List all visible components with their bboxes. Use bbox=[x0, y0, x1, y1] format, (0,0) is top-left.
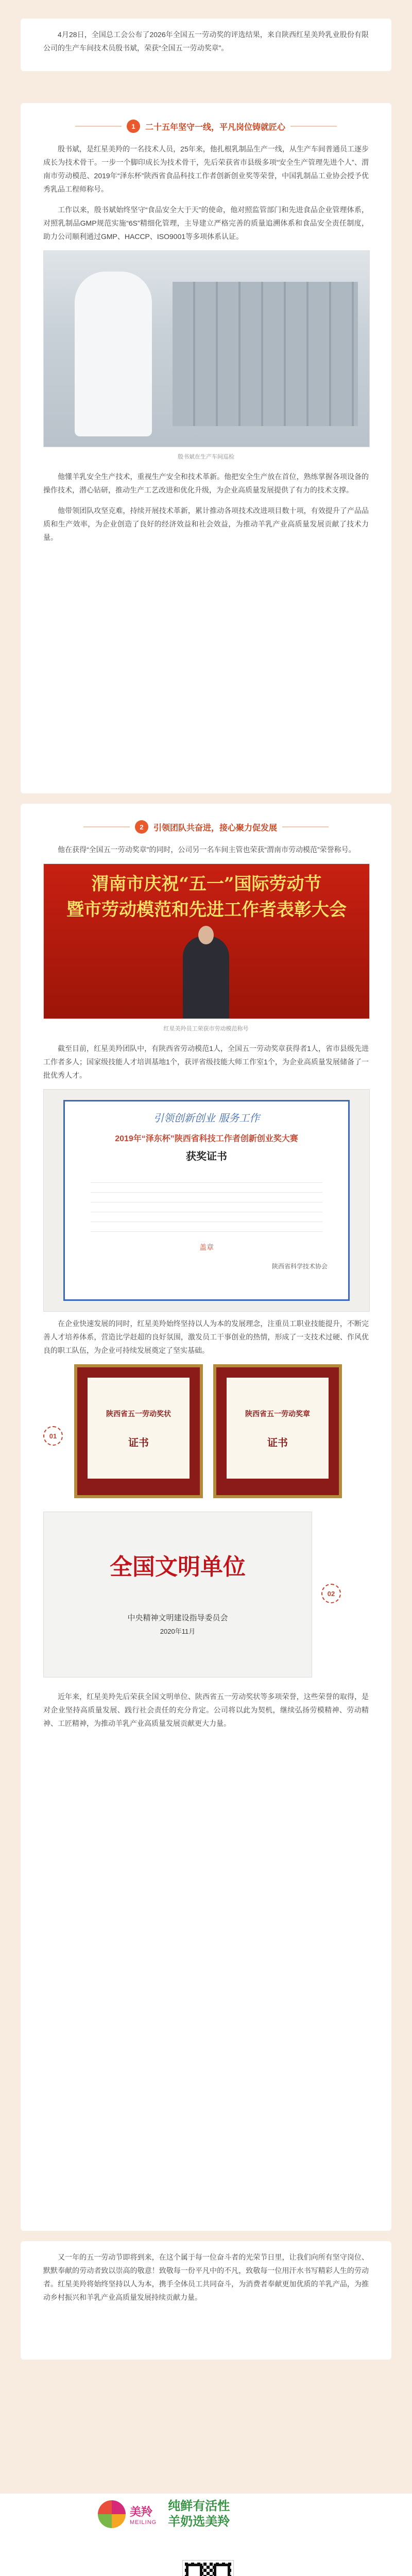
civility-plaque-photo bbox=[43, 1512, 369, 1682]
section1-paragraph: 他带领团队攻坚克难，持续开展技术革新，累计推动各项技术改进项目数十项，有效提升了产品品质和生产效率，为企业创造了良好的经济效益和社会效益，为推动羊乳产业高质量发展贡献了技术力量。 bbox=[43, 506, 369, 541]
intro-card bbox=[21, 19, 391, 71]
civility-plaque bbox=[43, 1512, 312, 1677]
cert-right-title: 陕西省五一劳动奖章 bbox=[245, 1410, 310, 1418]
cert-right-sub: 证书 bbox=[267, 1437, 288, 1449]
cert-left bbox=[74, 1364, 203, 1498]
cert-stamp: 盖章 bbox=[199, 1243, 214, 1251]
brand-block bbox=[98, 2499, 230, 2530]
section2-paragraph: 近年来，红星美羚先后荣获全国文明单位、陕西省五一劳动奖状等多项荣誉，这些荣誉的取得，是对企业坚持高质量发展、践行社会责任的充分肯定。公司将以此为契机，继续弘扬劳模精神、劳动精神、工匠精神，为推动羊乳产业高质量发展贡献更大力量。 bbox=[43, 1692, 369, 1727]
machinery bbox=[173, 282, 358, 426]
workshop-photo bbox=[43, 250, 370, 447]
section1-paragraph: 工作以来，殷书斌始终坚守“食品安全大于天”的使命，他对照监管部门和先进食品企业管理体系，对照乳制品GMP规范实施“6S”精细化管理，主导建立严格完善的质量追溯体系和食品安全责任制度，助力公司顺利通过GMP、HACCP、ISO9001等多项体系认证。 bbox=[43, 206, 369, 241]
cert-right bbox=[213, 1364, 342, 1498]
divider bbox=[75, 126, 122, 127]
divider bbox=[282, 826, 329, 827]
section1-number: 1 bbox=[127, 120, 140, 133]
slogan bbox=[168, 2499, 230, 2530]
section1-title: 二十五年坚守一线，平凡岗位铸就匠心 bbox=[145, 123, 285, 132]
cert-title-line: 2019年“泽东杯”陕西省科技工作者创新创业奖大赛 bbox=[115, 1134, 298, 1143]
cert-award: 获奖证书 bbox=[186, 1151, 227, 1162]
brand-en: MEILING bbox=[130, 2519, 157, 2526]
section1-header bbox=[43, 120, 369, 133]
badge-01: 01 bbox=[43, 1426, 63, 1446]
intro-text: 4月28日，全国总工会公布了2026年全国五一劳动奖的评选结果，来自陕西红星美羚乳业股份有限公司的生产车间技术员殷书斌，荣获“全国五一劳动奖章”。 bbox=[43, 30, 369, 52]
awardee-head bbox=[198, 926, 214, 944]
badge-02: 02 bbox=[321, 1584, 341, 1603]
brand-text bbox=[130, 2503, 157, 2526]
cert-right-inner bbox=[227, 1378, 329, 1479]
qr-official-account[interactable] bbox=[183, 2561, 233, 2576]
brand-logo-icon bbox=[98, 2500, 126, 2528]
award-banner-photo bbox=[43, 863, 370, 1019]
certificate-photo bbox=[43, 1089, 370, 1312]
civility-sub: 中央精神文明建设指导委员会 bbox=[127, 1614, 228, 1622]
banner-line1: 渭南市庆祝“五一”国际劳动节 bbox=[91, 874, 322, 894]
section2-card bbox=[21, 804, 391, 2231]
section2-number: 2 bbox=[135, 820, 148, 834]
divider bbox=[83, 826, 130, 827]
section2-title: 引领团队共奋进，接心聚力促发展 bbox=[153, 823, 277, 833]
worker-figure bbox=[75, 272, 152, 436]
cert-left-sub: 证书 bbox=[128, 1437, 149, 1449]
section2-paragraph: 他在获得“全国五一劳动奖章”的同时，公司另一名车间主管也荣获“渭南市劳动模范”荣誉称号。 bbox=[58, 845, 356, 854]
section1-paragraph: 殷书斌，是红星美羚的一名技术人员，25年来，他扎根乳制品生产一线，从生产车间普通员工逐步成长为技术骨干。一步一个脚印成长为技术骨干，先后荣获省市县级多项“安全生产管理先进个人”、渭南市劳动模范、2019年“泽东杯”陕西省食品科技工作者创新创业奖等荣誉，中国乳制品工业协会授予优秀乳品工程师称号。 bbox=[43, 145, 369, 193]
cert-body-lines bbox=[91, 1173, 322, 1235]
slogan-line2: 羊奶选美羚 bbox=[168, 2515, 230, 2529]
cert-left-title: 陕西省五一劳动奖状 bbox=[106, 1410, 171, 1418]
closing-text: 又一年的五一劳动节即将到来，在这个属于每一位奋斗者的光荣节日里，让我们向所有坚守岗位、默默奉献的劳动者致以崇高的敬意！致敬每一份平凡中的不凡，致敬每一位用汗水书写精彩人生的劳动者。红星美羚将始终坚持以人为本，携手全体员工共同奋斗，为消费者奉献更加优质的羊乳产品，为推动乡村振兴和羊乳产业高质量发展持续贡献力量。 bbox=[43, 2253, 369, 2301]
civility-title: 全国文明单位 bbox=[110, 1554, 246, 1580]
section2-paragraph: 在企业快速发展的同时，红星美羚始终坚持以人为本的发展理念，注重员工职业技能提升，不断完善人才培养体系，营造比学赶超的良好氛围，激发员工干事创业的热情，形成了一支技术过硬、作风优良的职工队伍，为企业可持续发展奠定了坚实基础。 bbox=[43, 1319, 369, 1354]
cert-left-inner bbox=[88, 1378, 190, 1479]
slogan-line1: 纯鲜有活性 bbox=[168, 2499, 230, 2513]
certificate-frame bbox=[63, 1100, 350, 1301]
certificate-pair bbox=[43, 1364, 369, 1503]
divider bbox=[290, 126, 337, 127]
banner-title bbox=[54, 871, 359, 923]
cert-seal: 陕西省科学技术协会 bbox=[271, 1263, 328, 1270]
section1-card bbox=[21, 103, 391, 793]
banner-caption: 红星美羚员工荣获市劳动模范称号 bbox=[163, 1026, 249, 1032]
qr-code-icon bbox=[183, 2561, 233, 2576]
cert-header-script: 引领创新创业 服务工作 bbox=[153, 1112, 260, 1124]
awardee-figure bbox=[183, 936, 229, 1019]
section1-paragraph: 他懂羊乳安全生产技术，重视生产安全和技术革新。他把安全生产放在首位，熟练掌握各项设备的操作技术，潜心钻研，推动生产工艺改进和优化升级，为企业高质量发展提供了有力的技术支撑。 bbox=[43, 472, 369, 494]
section2-paragraph: 截至目前，红星美羚团队中，有陕西省劳动模范1人，全国五一劳动奖章获得者1人，省市县级先进工作者多人；国家级技能人才培训基地1个，获评省级技能大师工作室1个，为企业高质量发展储备了一批优秀人才。 bbox=[43, 1044, 369, 1079]
section2-header bbox=[43, 820, 369, 834]
footer bbox=[0, 2494, 412, 2576]
civility-date: 2020年11月 bbox=[160, 1628, 196, 1635]
banner-line2: 暨市劳动模范和先进工作者表彰大会 bbox=[66, 900, 347, 920]
closing-card bbox=[21, 2241, 391, 2360]
photo-caption: 殷书斌在生产车间巡检 bbox=[178, 454, 234, 460]
brand-cn: 美羚 bbox=[130, 2505, 153, 2518]
